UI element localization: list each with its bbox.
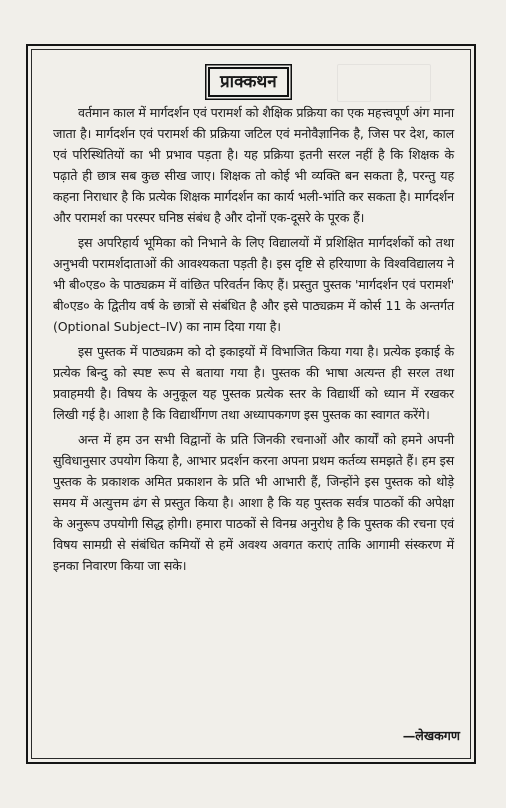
preface-body bbox=[53, 102, 454, 580]
paragraph-3: इस पुस्तक में पाठ्यक्रम को दो इकाइयों में विभाजित किया गया है। प्रत्येक इकाई के प्रत्येक बिन्दु को स्पष्ट रूप से बताया गया है। पुस्तक की भाषा अत्यन्त ही सरल तथा प्रवाहमयी है। विषय के अनुकूल यह पुस्तक प्रत्येक स्तर के विद्यार्थी को ध्यान में रखकर लिखी गई है। आशा है कि विद्यार्थीगण तथा अध्यापकगण इस पुस्तक का स्वागत करेंगे। bbox=[53, 344, 454, 422]
page-border-outer bbox=[26, 44, 476, 764]
bleed-through-mark bbox=[337, 64, 431, 102]
paragraph-2: इस अपरिहार्य भूमिका को निभाने के लिए विद्यालयों में प्रशिक्षित मार्गदर्शकों को तथा अनुभवी परामर्शदाताओं की आवश्यकता पड़ती है। इस दृष्टि से हरियाणा के विश्वविद्यालय ने भी बी०एड० के पाठ्यक्रम में वांछित परिवर्तन किए हैं। प्रस्तुत पुस्तक 'मार्गदर्शन एवं परामर्श' बी०एड० के द्वितीय वर्ष के छात्रों से संबंधित है और इसे पाठ्यक्रम में कोर्स 11 के अन्तर्गत (Optional Subject–IV) का नाम दिया गया है। bbox=[53, 235, 454, 334]
author-signature: —लेखकगण bbox=[402, 728, 460, 743]
paragraph-1: वर्तमान काल में मार्गदर्शन एवं परामर्श को शैक्षिक प्रक्रिया का एक महत्त्वपूर्ण अंग माना जाता है। मार्गदर्शन एवं परामर्श की प्रक्रिया जटिल एवं मनोवैज्ञानिक है, जिस पर देश, काल एवं परिस्थितियों का भी प्रभाव पड़ता है। यह प्रक्रिया इतनी सरल नहीं है कि शिक्षक के पढ़ाते ही छात्र सब कुछ सीख जाए। शिक्षक तो कोई भी व्यक्ति बन सकता है, परन्तु यह कहना निराधार है कि प्रत्येक शिक्षक मार्गदर्शन का कार्य भली-भांति कर सकता है। मार्गदर्शन और परामर्श का परस्पर घनिष्ठ संबंध है और दोनों एक-दूसरे के पूरक हैं। bbox=[53, 105, 454, 225]
page-border-inner bbox=[31, 49, 471, 759]
page-title: प्राक्कथन bbox=[208, 67, 289, 97]
paragraph-4: अन्त में हम उन सभी विद्वानों के प्रति जिनकी रचनाओं और कार्यों को हमने अपनी सुविधानुसार उपयोग किया है, आभार प्रदर्शन करना अपना प्रथम कर्तव्य समझते हैं। हम इस पुस्तक के प्रकाशक अमित प्रकाशन के प्रति भी आभारी हैं, जिन्होंने इस पुस्तक को थोड़े समय में अत्युत्तम ढंग से प्रस्तुत किया है। आशा है कि यह पुस्तक सर्वत्र पाठकों की अपेक्षा के अनुरूप उपयोगी सिद्ध होगी। हमारा पाठकों से विनम्र अनुरोध है कि पुस्तक की रचना एवं विषय सामग्री से संबंधित कमियों से हमें अवश्य अवगत कराएं ताकि आगामी संस्करण में इनका निवारण किया जा सके। bbox=[53, 432, 454, 573]
